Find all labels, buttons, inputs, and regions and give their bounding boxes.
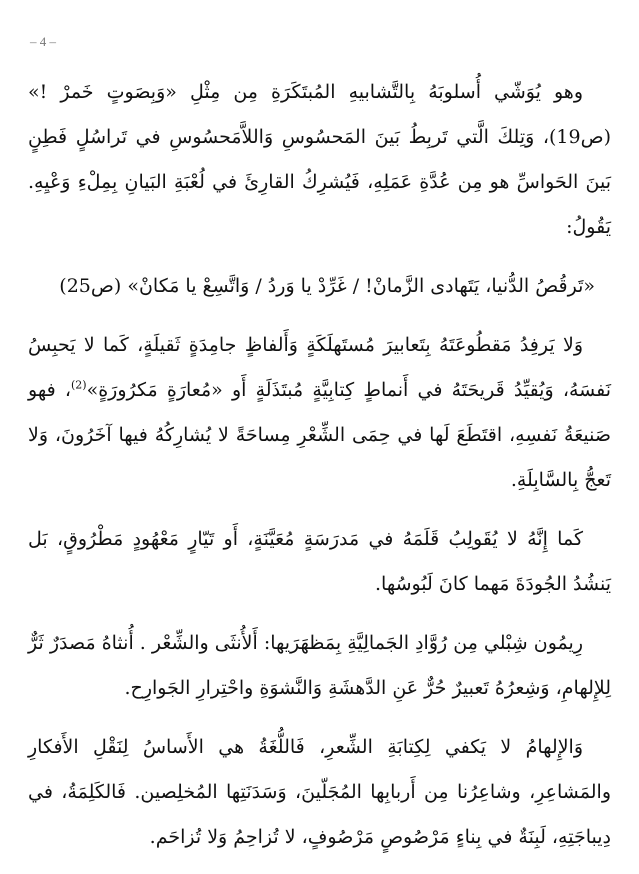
article-body	[28, 70, 611, 874]
paragraph-intro: وهو يُوَشّي أُسلوبَهُ بِالتَّشابيهِ المُبتَكَرَةِ مِن مِثْلِ «وَبِصَوتٍ خَمرْ !» (ص19)، وَتِلكَ الَّتي تَربِطُ بَينَ المَحسُوسِ وَاللاَّمَحسُوسِ في تَراسُلٍ فَطِنٍ بَينَ الحَواسِّ هو مِن عُدَّةِ عَمَلِهِ، فَيُشرِكُ القارِئَ في لُعْبَةِ البَيانِ بِمِلْءِ وَعْيِهِ. يَقُولُ:	[28, 81, 611, 238]
paragraph-school: كَما إِنَّهُ لا يُقَولِبُ قَلَمَهُ في مَدرَسَةٍ مُعَيَّنَةٍ، أَو تَيّارٍ مَعْهُودٍ مَطْرُوقٍ، بَل يَنشُدُ الجُودَةَ مَهما كانَ لَبُوسُها.	[28, 528, 611, 595]
paragraph-aesthetics: رِيمُون شِبْلي مِن رُوَّادِ الجَمالِيَّةِ بِمَظهَرَيها: أَلأُنثَى والشِّعْر . أُنثاهُ مَصدَرٌ ثَرٌّ لِلإِلهامِ، وَشِعرُهُ تَعبيرٌ حُرٌّ عَنِ الدَّهشَةِ وَالنَّشوَةِ واحْتِرارِ الجَوارِح.	[28, 632, 611, 699]
paragraph-language: وَالإِلهامُ لا يَكفي لِكِتابَةِ الشِّعرِ، فَاللُّغَةُ هي الأَساسُ لِنَقْلِ الأَفكارِ والمَشاعِرِ، وشاعِرُنا مِن أَربابِها المُجَلّينَ، وَسَدَنَتِها المُخلِصين. فَالكَلِمَةُ، في دِيباجَتِهِ، لَبِنَةٌ في بِناءٍ مَرْصُوصٍ مَرْصُوفٍ، لا تُزاحِمُ وَلا تُزاحَم.	[28, 736, 611, 848]
footnote-marker: (2)	[71, 378, 87, 392]
poem-quote: «تَرقُصُ الدُّنيا، يَتَهادى الزَّمانْ! / غَرِّدْ يا وَردُ / وَاتَّسِعْ يا مَكانْ» (ص25)	[59, 275, 595, 297]
paragraph-style-text: وَلا يَرفِدُ مَقطُوعَتَهُ بِتَعابيرَ مُستَهلَكَةٍ وَأَلفاظٍ جامِدَةٍ ثَقيلَةٍ، كَما لا يَحبِسُ نَفسَهُ، وَيُقيِّدُ قَريحَتَهُ في أَنماطٍ كِتابِيَّةٍ مُبتَذَلَةٍ أَو «مُعارَةٍ مَكرُورَةٍ»	[28, 334, 612, 401]
paragraph-style-text-end: ، فهو صَنيعَةُ نَفسِهِ، اقتَطَعَ لَها في حِمَى الشِّعْرِ مِساحَةً لا يُشارِكُهُ فيها آخَرُونَ، وَلا تَعجُّ بِالسَّابِلَةِ.	[28, 379, 611, 491]
page-number: – 4 –	[30, 34, 56, 49]
paragraph-style	[28, 323, 611, 503]
